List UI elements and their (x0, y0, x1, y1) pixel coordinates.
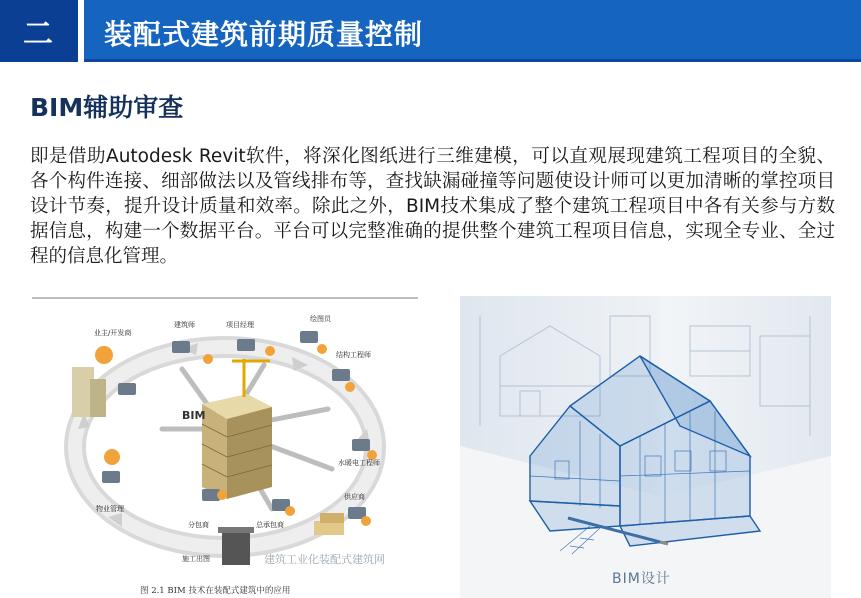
header-divider (78, 0, 84, 62)
section-number-box (0, 0, 78, 62)
section-number: 二 (23, 17, 55, 52)
figure-caption: 图 2.1 BIM 技术在装配式建筑中的应用 (140, 586, 291, 596)
bim-house-model-image (460, 296, 831, 598)
bim-center-label: BIM (182, 409, 206, 422)
plotter-icon (218, 527, 254, 565)
role-label-supplier: 供应商 (344, 493, 365, 501)
role-label-architect: 建筑师 (174, 321, 195, 329)
role-label-subcontractor: 分包商 (188, 521, 209, 529)
role-label-general-contractor: 总承包商 (256, 521, 284, 529)
role-label-structural-engineer: 结构工程师 (336, 351, 371, 359)
header-bar (0, 0, 861, 62)
role-label-project-manager: 项目经理 (226, 321, 254, 329)
body-paragraph: 即是借助Autodesk Revit软件，将深化图纸进行三维建模，可以直观展现建筑工程项目的全貌、各个构件连接、细部做法以及管线排布等，查找缺漏碰撞等问题使设计师可以更加清晰的掌控项目设计节奏，提升设计质量和效率。除此之外，BIM技术集成了整个建筑工程项目中各有关参与方数据信息，构建一个数据平台。平台可以完整准确的提供整个建筑工程项目信息，实现全专业、全过程的信息化管理。 (30, 146, 835, 267)
page-title: 装配式建筑前期质量控制 (104, 18, 424, 51)
role-label-property-management: 物业管理 (96, 505, 124, 513)
role-label-construction-drawing: 施工出图 (182, 555, 210, 563)
central-building-icon (202, 359, 272, 499)
bim-design-figure (460, 296, 831, 598)
section-subheading: BIM辅助审查 (30, 93, 184, 122)
role-label-mep-engineer: 水暖电工程师 (338, 459, 380, 467)
role-label-drafter: 绘图员 (310, 315, 331, 323)
bim-design-label: BIM设计 (612, 571, 671, 587)
owner-buildings-icon (72, 367, 106, 417)
watermark-text: 建筑工业化装配式建筑网 (264, 553, 385, 566)
role-label-owner: 业主/开发商 (94, 329, 132, 337)
bim-collaboration-figure (32, 297, 418, 597)
